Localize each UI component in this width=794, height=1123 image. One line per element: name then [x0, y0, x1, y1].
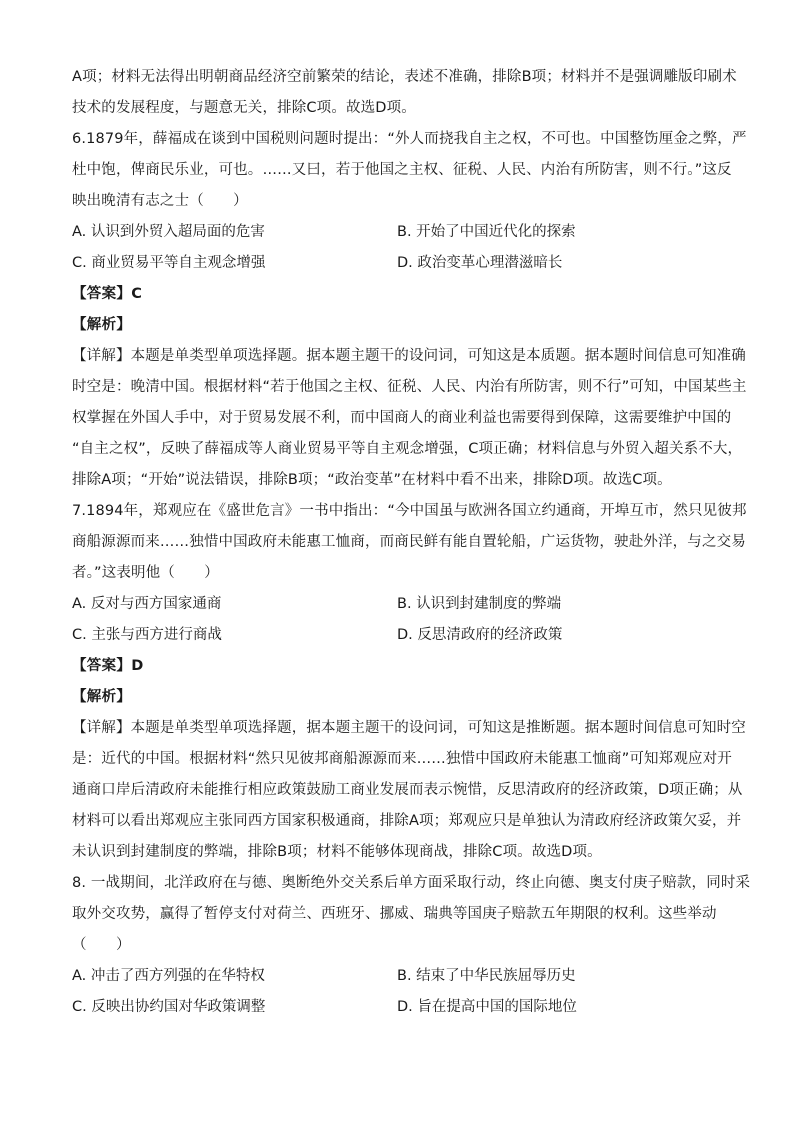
- detail-line: 排除A项；“开始”说法错误，排除B项；“政治变革”在材料中看不出来，排除D项。故选C项。: [72, 472, 672, 488]
- detail-line: 通商口岸后清政府未能推行相应政策鼓励工商业发展而表示惋惜，反思清政府的经济政策，D项正确；从: [72, 782, 743, 798]
- question-stem-line: （ ）: [72, 937, 131, 953]
- options-row: [72, 992, 722, 1023]
- detail-line: 材料可以看出郑观应主张同西方国家积极通商，排除A项；郑观应只是单独认为清政府经济政策欠妥，并: [72, 813, 742, 829]
- question-8: [72, 868, 751, 1023]
- option-c: C. 反映出协约国对华政策调整: [72, 999, 266, 1015]
- question-stem-line: 6.1879年，薛福成在谈到中国税则问题时提出：“外人而挠我自主之权，不可也。中国整饬厘金之弊，严: [72, 131, 747, 147]
- analysis-label: 【解析】: [72, 317, 132, 333]
- question-stem-line: 者。”这表明他（ ）: [72, 565, 219, 581]
- options-row: [72, 961, 722, 992]
- options-row: [72, 620, 722, 651]
- answer-label: 【答案】D: [72, 658, 144, 674]
- detail-line: 【详解】本题是单类型单项选择题。据本题主题干的设问词，可知这是本质题。据本题时间信息可知准确: [72, 348, 746, 364]
- option-d: D. 政治变革心理潜滋暗长: [397, 255, 563, 271]
- detail-line: 未认识到封建制度的弊端，排除B项；材料不能够体现商战，排除C项。故选D项。: [72, 844, 602, 860]
- question-stem-line: 杜中饱，俾商民乐业，可也。……又曰，若于他国之主权、征税、人民、内治有所防害，则不行。”这反: [72, 162, 732, 178]
- detail-line: 是：近代的中国。根据材料“然只见彼邦商船源源而来……独惜中国政府未能惠工恤商”可知郑观应对开: [72, 751, 732, 767]
- detail-line: 【详解】本题是单类型单项选择题，据本题主题干的设问词，可知这是推断题。据本题时间信息可知时空: [72, 720, 746, 736]
- text-line: 技术的发展程度，与题意无关，排除C项。故选D项。: [72, 100, 416, 116]
- options-row: [72, 589, 722, 620]
- option-d: D. 旨在提高中国的国际地位: [397, 999, 577, 1015]
- option-c: C. 主张与西方进行商战: [72, 627, 222, 643]
- detail-line: “自主之权”，反映了薛福成等人商业贸易平等自主观念增强，C项正确；材料信息与外贸入超关系不大，: [72, 441, 743, 457]
- detail-line: 权掌握在外国人手中，对于贸易发展不利，而中国商人的商业利益也需要得到保障，这需要维护中国的: [72, 410, 732, 426]
- option-c: C. 商业贸易平等自主观念增强: [72, 255, 266, 271]
- question-stem-line: 7.1894年，郑观应在《盛世危言》一书中指出：“今中国虽与欧洲各国立约通商，开埠互市，然只见彼邦: [72, 503, 747, 519]
- option-a: A. 认识到外贸入超局面的危害: [72, 224, 265, 240]
- option-b: B. 结束了中华民族屈辱历史: [397, 968, 576, 984]
- question-stem-line: 取外交攻势，赢得了暂停支付对荷兰、西班牙、挪威、瑞典等国庚子赔款五年期限的权利。这些举动: [72, 906, 717, 922]
- option-d: D. 反思清政府的经济政策: [397, 627, 563, 643]
- question-stem-line: 映出晚清有志之士（ ）: [72, 193, 248, 209]
- options-row: [72, 248, 722, 279]
- detail-line: 时空是：晚清中国。根据材料“若于他国之主权、征税、人民、内治有所防害，则不行”可知，中国某些主: [72, 379, 747, 395]
- question-stem-line: 商船源源而来……独惜中国政府未能惠工恤商，而商民鲜有能自置轮船，广运货物，驶赴外洋，与之交易: [72, 534, 746, 550]
- text-line: A项；材料无法得出明朝商品经济空前繁荣的结论，表述不准确，排除B项；材料并不是强调雕版印刷术: [72, 69, 737, 85]
- answer-label: 【答案】C: [72, 286, 143, 302]
- option-b: B. 认识到封建制度的弊端: [397, 596, 562, 612]
- document-page: [72, 62, 751, 1023]
- question-7: [72, 496, 747, 868]
- analysis-label: 【解析】: [72, 689, 132, 705]
- options-row: [72, 217, 722, 248]
- question-stem-line: 8. 一战期间，北洋政府在与德、奥断绝外交关系后单方面采取行动，终止向德、奥支付庚子赔款，同时采: [72, 875, 751, 891]
- option-a: A. 反对与西方国家通商: [72, 596, 222, 612]
- question-6: [72, 124, 747, 496]
- option-b: B. 开始了中国近代化的探索: [397, 224, 576, 240]
- option-a: A. 冲击了西方列强的在华特权: [72, 968, 265, 984]
